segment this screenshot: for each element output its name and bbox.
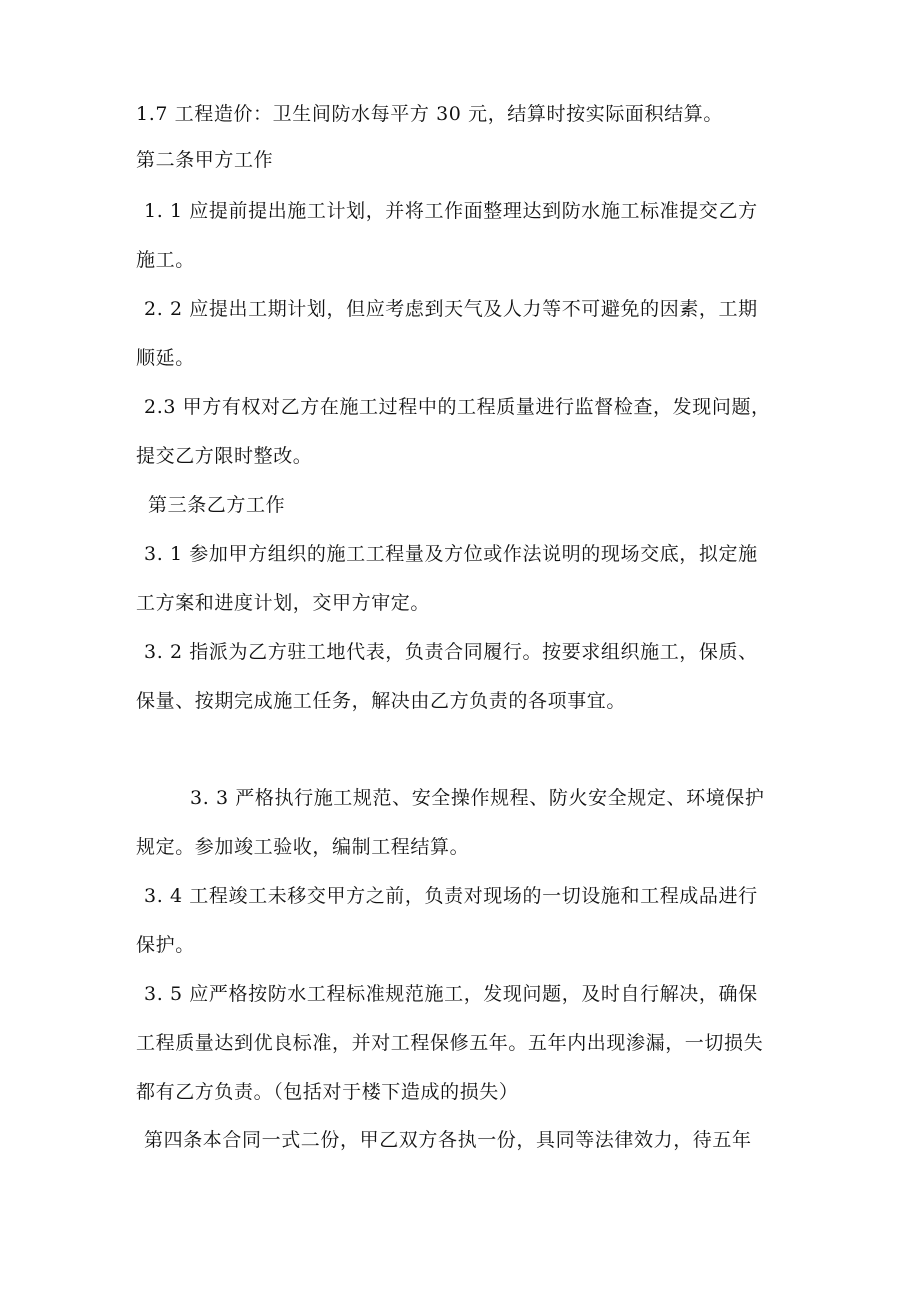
- clause-2-1-line-2: 施工。: [136, 249, 195, 271]
- clause-2-2-line-1: 2. 2 应提出工期计划，但应考虑到天气及人力等不可避免的因素，工期: [144, 298, 758, 320]
- clause-1-7-line: 1.7 工程造价：卫生间防水每平方 30 元，结算时按实际面积结算。: [136, 103, 723, 125]
- clause-3-5-line-1: 3. 5 应严格按防水工程标准规范施工，发现问题，及时自行解决，确保: [144, 983, 758, 1005]
- clause-3-3-line-2: 规定。参加竣工验收，编制工程结算。: [136, 836, 470, 858]
- clause-3-5-line-3: 都有乙方负责。（包括对于楼下造成的损失）: [136, 1081, 519, 1103]
- article-2-heading: 第二条甲方工作: [136, 149, 274, 171]
- clause-2-3-line-2: 提交乙方限时整改。: [136, 445, 313, 467]
- clause-3-4-line-1: 3. 4 工程竣工未移交甲方之前，负责对现场的一切设施和工程成品进行: [144, 885, 758, 907]
- clause-2-2-line-2: 顺延。: [136, 347, 195, 369]
- clause-2-3-line-1: 2.3 甲方有权对乙方在施工过程中的工程质量进行监督检查，发现问题，: [144, 396, 771, 418]
- clause-3-5-line-2: 工程质量达到优良标准，并对工程保修五年。五年内出现渗漏，一切损失: [136, 1032, 764, 1054]
- clause-2-1-line-1: 1. 1 应提前提出施工计划，并将工作面整理达到防水施工标准提交乙方: [144, 200, 758, 222]
- clause-3-4-line-2: 保护。: [136, 934, 195, 956]
- article-4-line-1: 第四条本合同一式二份，甲乙双方各执一份，具同等法律效力，待五年: [144, 1129, 752, 1151]
- article-3-heading: 第三条乙方工作: [148, 494, 286, 516]
- clause-3-1-line-1: 3. 1 参加甲方组织的施工工程量及方位或作法说明的现场交底，拟定施: [144, 543, 758, 565]
- clause-3-3-line-1: 3. 3 严格执行施工规范、安全操作规程、防火安全规定、环境保护: [190, 787, 765, 809]
- clause-3-1-line-2: 工方案和进度计划，交甲方审定。: [136, 592, 431, 614]
- clause-3-2-line-2: 保量、按期完成施工任务，解决由乙方负责的各项事宜。: [136, 690, 627, 712]
- clause-3-2-line-1: 3. 2 指派为乙方驻工地代表，负责合同履行。按要求组织施工，保质、: [144, 641, 758, 663]
